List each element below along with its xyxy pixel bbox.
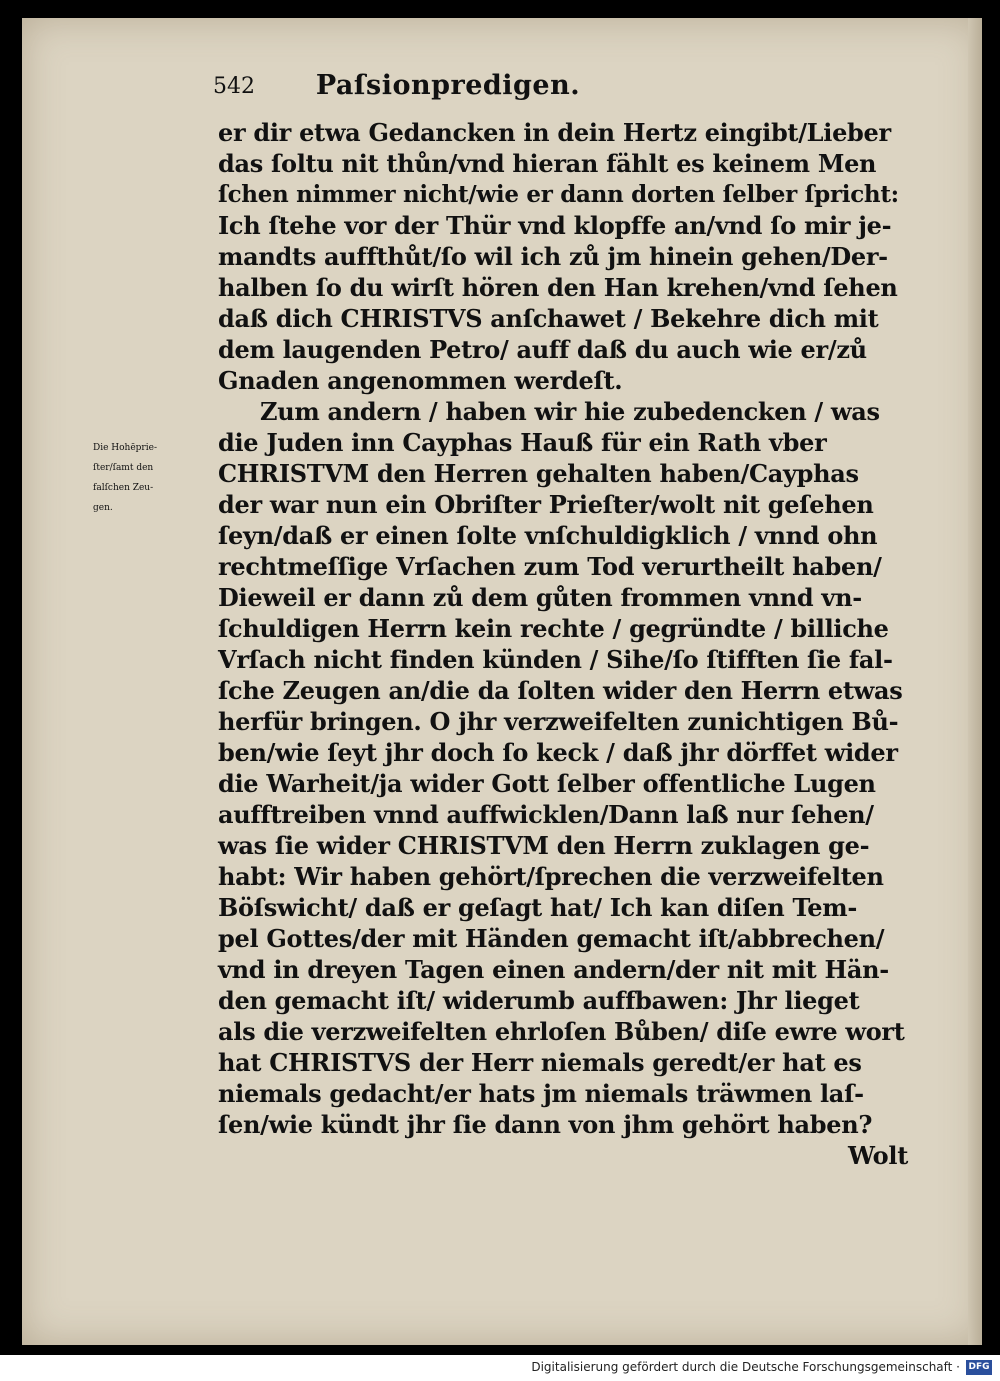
text-line: rechtmeſſige Vrſachen zum Tod verurtheilt haben/ [218,552,882,581]
text-line: Dieweil er dann zů dem gůten frommen vnnd vn- [218,583,862,612]
text-line: den gemacht iſt/ widerumb auffbawen: Jhr lieget [218,986,860,1015]
text-line: aufftreiben vnnd auffwicklen/Dann laß nur ſehen/ [218,800,874,829]
text-line-paragraph-start: Zum andern / haben wir hie zubedencken / was [260,397,880,426]
margin-note [93,438,223,518]
text-line: ben/wie ſeyt jhr doch ſo keck / daß jhr dörffet wider [218,738,898,767]
text-line: daß dich CHRISTVS anſchawet / Bekehre dich mit [218,304,879,333]
page-edge [968,18,982,1345]
funding-credit: Digitalisierung gefördert durch die Deutsche Forschungsgemeinschaft · [531,1360,960,1374]
catchword: Wolt [847,1141,908,1170]
text-line: ſche Zeugen an/die da ſolten wider den Herrn etwas [218,676,903,705]
text-line: er dir etwa Gedancken in dein Hertz eingibt/Lieber [218,118,891,147]
page-number: 542 [213,74,255,99]
text-line: habt: Wir haben gehört/ſprechen die verzweifelten [218,862,884,891]
text-line: ſeyn/daß er einen ſolte vnſchuldigklich / vnnd ohn [218,521,878,550]
text-line: halben ſo du wirſt hören den Han krehen/vnd ſehen [218,273,898,302]
margin-note-line: gen. [93,503,113,513]
running-title: Paſsionpredigen. [315,70,581,101]
text-line: hat CHRISTVS der Herr niemals geredt/er hat es [218,1048,862,1077]
text-line: das ſoltu nit thůn/vnd hieran fählt es keinem Men [218,149,877,178]
text-line: niemals gedacht/er hats jm niemals träwmen laſ- [218,1079,864,1108]
page-header [213,70,683,112]
text-line: CHRISTVM den Herren gehalten haben/Cayphas [218,459,859,488]
text-line: mandts auffthůt/ſo wil ich zů jm hinein gehen/Der- [218,242,888,271]
text-line: ſchuldigen Herrn kein rechte / gegründte / billiche [218,614,889,643]
text-line: die Warheit/ja wider Gott ſelber offentliche Lugen [218,769,876,798]
margin-note-line: Die Hohēprie- [93,443,157,453]
text-line: vnd in dreyen Tagen einen andern/der nit mit Hän- [218,955,889,984]
text-line: Vrſach nicht finden künden / Sihe/ſo ſtifften ſie fal- [218,645,893,674]
text-line: als die verzweifelten ehrloſen Bůben/ diſe ewre wort [218,1017,905,1046]
text-line: Böſswicht/ daß er geſagt hat/ Ich kan diſen Tem- [218,893,857,922]
text-line: ſchen nimmer nicht/wie er dann dorten ſelber ſpricht: [218,181,899,208]
text-line: die Juden inn Cayphas Hauß für ein Rath vber [218,428,827,457]
footer-bar [0,1355,1000,1381]
text-line: Ich ſtehe vor der Thür vnd klopffe an/vnd ſo mir je- [218,211,892,240]
text-line: Gnaden angenommen werdeſt. [218,366,623,395]
dfg-logo: DFG [966,1360,992,1375]
text-line: herfür bringen. O jhr verzweifelten zunichtigen Bů- [218,707,899,736]
margin-note-line: ſter/ſamt den [93,463,154,473]
text-line: der war nun ein Obriſter Prieſter/wolt nit geſehen [218,490,874,519]
text-line: pel Gottes/der mit Händen gemacht iſt/abbrechen/ [218,924,885,953]
text-line: ſen/wie kündt jhr ſie dann von jhm gehört haben? [218,1110,873,1139]
text-line: was ſie wider CHRISTVM den Herrn zuklagen ge- [218,831,870,860]
body-text [218,117,908,1171]
text-line: dem laugenden Petro/ auff daß du auch wie er/zů [218,335,867,364]
margin-note-line: falſchen Zeu- [93,483,154,493]
